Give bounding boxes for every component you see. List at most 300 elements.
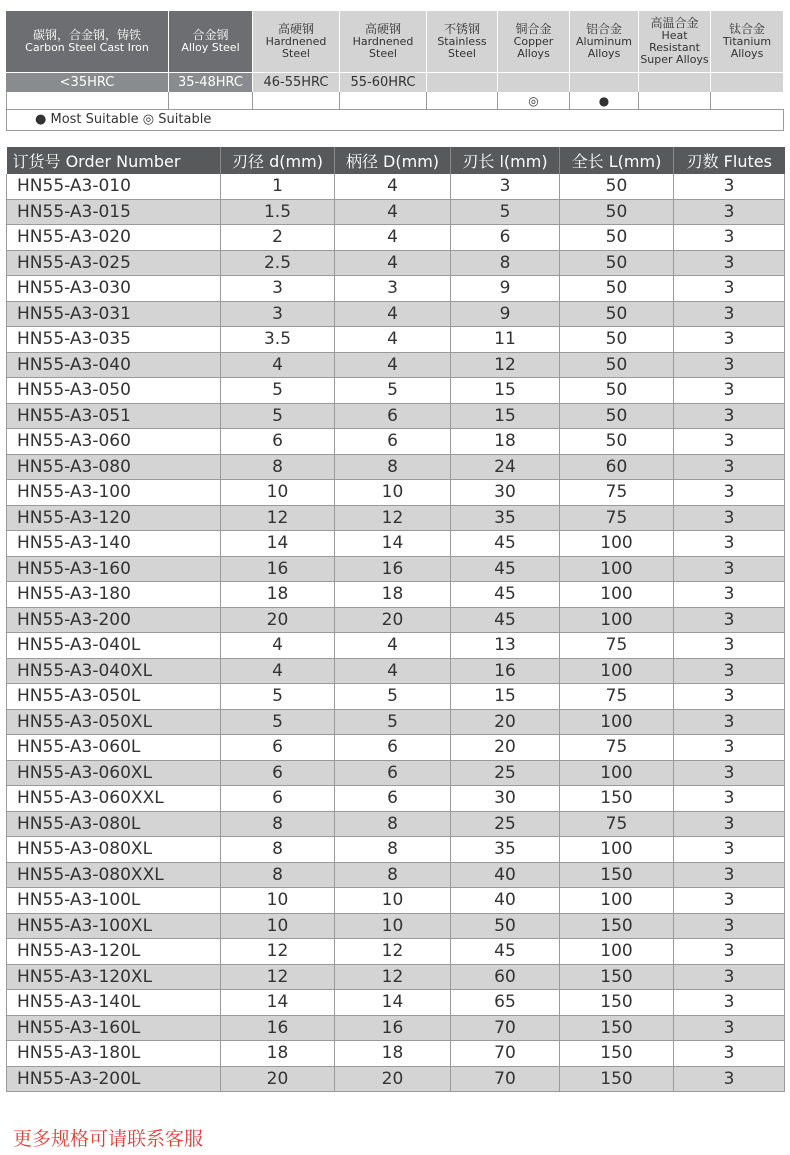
material-name-cn: 碳钢，合金钢，铸铁 — [32, 28, 141, 42]
material-name-cn: 铜合金 — [515, 22, 552, 36]
order-number-cell: HN55-A3-040 — [7, 352, 221, 378]
spec-value-cell: 3 — [674, 1015, 785, 1041]
spec-value-cell: 3 — [674, 174, 785, 199]
spec-value-cell: 50 — [560, 276, 674, 302]
spec-value-cell: 60 — [560, 454, 674, 480]
spec-value-cell: 3 — [674, 1066, 785, 1092]
material-header-7 — [639, 11, 711, 72]
material-name-en: Titanium Alloys — [722, 35, 772, 60]
material-header-5 — [498, 11, 570, 72]
spec-value-cell: 4 — [335, 633, 451, 659]
order-number-cell: HN55-A3-025 — [7, 250, 221, 276]
spec-value-cell: 75 — [560, 505, 674, 531]
spec-value-cell: 1.5 — [221, 199, 335, 225]
spec-value-cell: 75 — [560, 811, 674, 837]
spec-value-cell: 6 — [221, 735, 335, 761]
hardness-cell-6 — [570, 72, 639, 92]
order-number-cell: HN55-A3-010 — [7, 174, 221, 199]
spec-value-cell: 50 — [560, 174, 674, 199]
spec-value-cell: 12 — [221, 964, 335, 990]
spec-value-cell: 75 — [560, 480, 674, 506]
table-row — [7, 888, 785, 914]
spec-column-header: 刃径 d(mm) — [221, 147, 335, 174]
spec-value-cell: 3 — [674, 607, 785, 633]
spec-value-cell: 3 — [674, 939, 785, 965]
order-number-cell: HN55-A3-051 — [7, 403, 221, 429]
order-number-cell: HN55-A3-050 — [7, 378, 221, 404]
table-row — [7, 990, 785, 1016]
hardness-cell-3: 55-60HRC — [340, 72, 427, 92]
spec-value-cell: 8 — [335, 837, 451, 863]
table-row — [7, 837, 785, 863]
spec-value-cell: 50 — [560, 327, 674, 353]
spec-value-cell: 18 — [221, 582, 335, 608]
suitability-cell-7 — [639, 92, 711, 110]
material-grid — [6, 11, 784, 110]
spec-value-cell: 3 — [674, 811, 785, 837]
spec-value-cell: 45 — [451, 607, 560, 633]
spec-value-cell: 3 — [674, 658, 785, 684]
order-number-cell: HN55-A3-030 — [7, 276, 221, 302]
order-number-cell: HN55-A3-080XXL — [7, 862, 221, 888]
spec-value-cell: 4 — [335, 658, 451, 684]
spec-value-cell: 5 — [221, 709, 335, 735]
table-row — [7, 454, 785, 480]
spec-value-cell: 18 — [451, 429, 560, 455]
hardness-cell-0: <35HRC — [6, 72, 169, 92]
order-number-cell: HN55-A3-160L — [7, 1015, 221, 1041]
spec-value-cell: 3 — [221, 276, 335, 302]
spec-value-cell: 14 — [335, 531, 451, 557]
spec-value-cell: 18 — [221, 1041, 335, 1067]
spec-value-cell: 40 — [451, 888, 560, 914]
spec-value-cell: 4 — [335, 301, 451, 327]
table-row — [7, 582, 785, 608]
spec-value-cell: 50 — [560, 301, 674, 327]
spec-value-cell: 4 — [335, 174, 451, 199]
spec-value-cell: 8 — [221, 862, 335, 888]
spec-value-cell: 5 — [221, 684, 335, 710]
spec-value-cell: 8 — [221, 837, 335, 863]
spec-value-cell: 10 — [335, 480, 451, 506]
spec-value-cell: 150 — [560, 1015, 674, 1041]
spec-value-cell: 3 — [674, 505, 785, 531]
material-name-en: Copper Alloys — [513, 35, 554, 60]
table-row — [7, 174, 785, 199]
material-name-cn: 钛合金 — [728, 22, 765, 36]
spec-value-cell: 24 — [451, 454, 560, 480]
spec-value-cell: 10 — [221, 888, 335, 914]
spec-value-cell: 15 — [451, 684, 560, 710]
order-number-cell: HN55-A3-080 — [7, 454, 221, 480]
spec-value-cell: 16 — [221, 556, 335, 582]
order-number-cell: HN55-A3-060XL — [7, 760, 221, 786]
table-row — [7, 327, 785, 353]
material-name-en: Alloy Steel — [181, 41, 240, 54]
table-row — [7, 760, 785, 786]
table-row — [7, 480, 785, 506]
spec-value-cell: 8 — [335, 811, 451, 837]
spec-value-cell: 16 — [335, 1015, 451, 1041]
spec-value-cell: 25 — [451, 811, 560, 837]
spec-value-cell: 3 — [335, 276, 451, 302]
spec-value-cell: 3 — [674, 556, 785, 582]
material-header-2 — [253, 11, 340, 72]
spec-value-cell: 6 — [335, 735, 451, 761]
spec-value-cell: 150 — [560, 990, 674, 1016]
spec-value-cell: 4 — [335, 352, 451, 378]
spec-value-cell: 3 — [674, 786, 785, 812]
suitability-legend: ● Most Suitable ◎ Suitable — [6, 110, 784, 131]
spec-value-cell: 50 — [560, 378, 674, 404]
spec-value-cell: 3 — [674, 837, 785, 863]
order-number-cell: HN55-A3-100L — [7, 888, 221, 914]
spec-value-cell: 8 — [335, 862, 451, 888]
material-name-en: Carbon Steel Cast Iron — [25, 41, 149, 54]
spec-value-cell: 12 — [335, 964, 451, 990]
spec-value-cell: 3 — [674, 862, 785, 888]
spec-value-cell: 2.5 — [221, 250, 335, 276]
order-number-cell: HN55-A3-060 — [7, 429, 221, 455]
spec-column-header: 刃数 Flutes — [674, 147, 785, 174]
spec-value-cell: 4 — [221, 633, 335, 659]
material-header-6 — [570, 11, 639, 72]
table-row — [7, 531, 785, 557]
spec-value-cell: 40 — [451, 862, 560, 888]
order-number-cell: HN55-A3-120L — [7, 939, 221, 965]
spec-value-cell: 100 — [560, 582, 674, 608]
spec-value-cell: 4 — [221, 352, 335, 378]
spec-value-cell: 14 — [221, 531, 335, 557]
spec-value-cell: 150 — [560, 1041, 674, 1067]
table-row — [7, 811, 785, 837]
table-row — [7, 862, 785, 888]
order-number-cell: HN55-A3-035 — [7, 327, 221, 353]
spec-value-cell: 150 — [560, 964, 674, 990]
order-number-cell: HN55-A3-080L — [7, 811, 221, 837]
order-number-cell: HN55-A3-200 — [7, 607, 221, 633]
spec-value-cell: 150 — [560, 862, 674, 888]
spec-value-cell: 70 — [451, 1066, 560, 1092]
order-number-cell: HN55-A3-140L — [7, 990, 221, 1016]
spec-value-cell: 20 — [221, 607, 335, 633]
suitability-cell-4 — [427, 92, 498, 110]
order-number-cell: HN55-A3-060XXL — [7, 786, 221, 812]
spec-value-cell: 25 — [451, 760, 560, 786]
table-row — [7, 913, 785, 939]
material-name-en: Aluminum Alloys — [576, 35, 632, 60]
spec-value-cell: 3 — [674, 760, 785, 786]
table-row — [7, 199, 785, 225]
spec-value-cell: 4 — [335, 327, 451, 353]
spec-column-header: 订货号 Order Number — [7, 147, 221, 174]
order-number-cell: HN55-A3-160 — [7, 556, 221, 582]
spec-value-cell: 70 — [451, 1015, 560, 1041]
spec-value-cell: 75 — [560, 633, 674, 659]
spec-value-cell: 3 — [674, 225, 785, 251]
specification-table — [6, 147, 785, 1092]
spec-value-cell: 8 — [335, 454, 451, 480]
spec-value-cell: 100 — [560, 888, 674, 914]
order-number-cell: HN55-A3-050XL — [7, 709, 221, 735]
suitability-cell-3 — [340, 92, 427, 110]
spec-value-cell: 50 — [560, 199, 674, 225]
spec-value-cell: 15 — [451, 403, 560, 429]
material-name-en: Hardnened Steel — [265, 35, 327, 60]
spec-value-cell: 12 — [221, 939, 335, 965]
spec-value-cell: 10 — [221, 480, 335, 506]
spec-value-cell: 4 — [221, 658, 335, 684]
spec-value-cell: 45 — [451, 531, 560, 557]
spec-column-header: 全长 L(mm) — [560, 147, 674, 174]
spec-value-cell: 20 — [335, 1066, 451, 1092]
spec-value-cell: 4 — [335, 225, 451, 251]
order-number-cell: HN55-A3-040XL — [7, 658, 221, 684]
material-name-en: Stainless Steel — [437, 35, 487, 60]
spec-value-cell: 9 — [451, 276, 560, 302]
spec-value-cell: 3 — [674, 888, 785, 914]
table-row — [7, 429, 785, 455]
spec-value-cell: 14 — [221, 990, 335, 1016]
material-name-cn: 高温合金 — [650, 16, 699, 30]
suitability-cell-5: ◎ — [498, 92, 570, 110]
spec-value-cell: 3 — [674, 276, 785, 302]
table-row — [7, 1066, 785, 1092]
spec-value-cell: 3 — [674, 378, 785, 404]
spec-value-cell: 45 — [451, 939, 560, 965]
hardness-cell-8 — [711, 72, 784, 92]
spec-value-cell: 12 — [335, 939, 451, 965]
spec-value-cell: 3 — [674, 327, 785, 353]
spec-value-cell: 100 — [560, 939, 674, 965]
material-header-1 — [169, 11, 253, 72]
spec-value-cell: 50 — [560, 429, 674, 455]
order-number-cell: HN55-A3-050L — [7, 684, 221, 710]
spec-value-cell: 3 — [674, 582, 785, 608]
spec-value-cell: 50 — [451, 913, 560, 939]
hardness-cell-4 — [427, 72, 498, 92]
hardness-cell-1: 35-48HRC — [169, 72, 253, 92]
spec-value-cell: 3 — [674, 913, 785, 939]
spec-value-cell: 1 — [221, 174, 335, 199]
spec-value-cell: 4 — [335, 199, 451, 225]
spec-value-cell: 3 — [674, 250, 785, 276]
spec-value-cell: 3 — [674, 531, 785, 557]
order-number-cell: HN55-A3-100 — [7, 480, 221, 506]
spec-value-cell: 150 — [560, 786, 674, 812]
material-header-3 — [340, 11, 427, 72]
spec-value-cell: 6 — [221, 760, 335, 786]
spec-value-cell: 60 — [451, 964, 560, 990]
material-name-en: Hardnened Steel — [352, 35, 414, 60]
spec-value-cell: 6 — [221, 786, 335, 812]
spec-value-cell: 3 — [674, 964, 785, 990]
spec-value-cell: 3 — [674, 199, 785, 225]
spec-value-cell: 16 — [335, 556, 451, 582]
spec-value-cell: 3 — [674, 633, 785, 659]
spec-value-cell: 2 — [221, 225, 335, 251]
spec-value-cell: 3 — [674, 684, 785, 710]
spec-value-cell: 15 — [451, 378, 560, 404]
spec-value-cell: 35 — [451, 837, 560, 863]
spec-value-cell: 8 — [451, 250, 560, 276]
table-row — [7, 225, 785, 251]
spec-value-cell: 8 — [221, 454, 335, 480]
spec-value-cell: 100 — [560, 709, 674, 735]
table-row — [7, 505, 785, 531]
spec-value-cell: 11 — [451, 327, 560, 353]
table-row — [7, 684, 785, 710]
spec-value-cell: 13 — [451, 633, 560, 659]
table-row — [7, 786, 785, 812]
spec-value-cell: 30 — [451, 480, 560, 506]
spec-value-cell: 10 — [221, 913, 335, 939]
spec-value-cell: 3 — [674, 990, 785, 1016]
spec-value-cell: 3.5 — [221, 327, 335, 353]
order-number-cell: HN55-A3-120 — [7, 505, 221, 531]
spec-column-header: 柄径 D(mm) — [335, 147, 451, 174]
order-number-cell: HN55-A3-060L — [7, 735, 221, 761]
spec-value-cell: 6 — [335, 786, 451, 812]
material-name-en: Heat Resistant Super Alloys — [640, 29, 709, 66]
spec-value-cell: 30 — [451, 786, 560, 812]
spec-value-cell: 100 — [560, 607, 674, 633]
spec-value-cell: 10 — [335, 913, 451, 939]
spec-value-cell: 3 — [674, 1041, 785, 1067]
spec-value-cell: 3 — [674, 709, 785, 735]
suitability-cell-6: ● — [570, 92, 639, 110]
spec-value-cell: 6 — [335, 403, 451, 429]
order-number-cell: HN55-A3-080XL — [7, 837, 221, 863]
order-number-cell: HN55-A3-180 — [7, 582, 221, 608]
material-suitability-table — [6, 11, 784, 131]
spec-value-cell: 50 — [560, 225, 674, 251]
table-row — [7, 556, 785, 582]
spec-body — [7, 174, 785, 1092]
spec-value-cell: 45 — [451, 556, 560, 582]
spec-value-cell: 5 — [335, 709, 451, 735]
spec-value-cell: 12 — [335, 505, 451, 531]
table-row — [7, 1041, 785, 1067]
hardness-cell-2: 46-55HRC — [253, 72, 340, 92]
spec-value-cell: 4 — [335, 250, 451, 276]
spec-value-cell: 150 — [560, 1066, 674, 1092]
material-name-cn: 高硬钢 — [364, 22, 401, 36]
material-header-8 — [711, 11, 784, 72]
spec-value-cell: 6 — [451, 225, 560, 251]
table-row — [7, 276, 785, 302]
spec-value-cell: 100 — [560, 658, 674, 684]
suitability-cell-0 — [6, 92, 169, 110]
spec-value-cell: 50 — [560, 403, 674, 429]
spec-value-cell: 3 — [451, 174, 560, 199]
order-number-cell: HN55-A3-200L — [7, 1066, 221, 1092]
spec-value-cell: 3 — [674, 480, 785, 506]
material-name-cn: 不锈钢 — [443, 22, 480, 36]
spec-value-cell: 3 — [221, 301, 335, 327]
spec-value-cell: 5 — [335, 378, 451, 404]
spec-value-cell: 8 — [221, 811, 335, 837]
spec-value-cell: 6 — [335, 429, 451, 455]
spec-value-cell: 100 — [560, 556, 674, 582]
order-number-cell: HN55-A3-120XL — [7, 964, 221, 990]
spec-value-cell: 5 — [221, 378, 335, 404]
material-name-cn: 铝合金 — [585, 22, 622, 36]
hardness-cell-5 — [498, 72, 570, 92]
spec-value-cell: 18 — [335, 1041, 451, 1067]
spec-value-cell: 65 — [451, 990, 560, 1016]
order-number-cell: HN55-A3-100XL — [7, 913, 221, 939]
spec-value-cell: 9 — [451, 301, 560, 327]
order-number-cell: HN55-A3-040L — [7, 633, 221, 659]
spec-value-cell: 20 — [335, 607, 451, 633]
spec-value-cell: 16 — [221, 1015, 335, 1041]
spec-value-cell: 100 — [560, 531, 674, 557]
spec-value-cell: 14 — [335, 990, 451, 1016]
table-row — [7, 403, 785, 429]
table-row — [7, 250, 785, 276]
spec-value-cell: 75 — [560, 684, 674, 710]
spec-value-cell: 3 — [674, 352, 785, 378]
spec-value-cell: 3 — [674, 403, 785, 429]
spec-value-cell: 50 — [560, 352, 674, 378]
spec-value-cell: 16 — [451, 658, 560, 684]
spec-value-cell: 6 — [335, 760, 451, 786]
spec-value-cell: 12 — [451, 352, 560, 378]
spec-value-cell: 20 — [221, 1066, 335, 1092]
spec-value-cell: 5 — [221, 403, 335, 429]
spec-header-row — [7, 147, 785, 174]
material-header-4 — [427, 11, 498, 72]
spec-value-cell: 70 — [451, 1041, 560, 1067]
spec-value-cell: 5 — [335, 684, 451, 710]
order-number-cell: HN55-A3-140 — [7, 531, 221, 557]
hardness-cell-7 — [639, 72, 711, 92]
spec-value-cell: 3 — [674, 735, 785, 761]
table-row — [7, 939, 785, 965]
table-row — [7, 633, 785, 659]
suitability-cell-8 — [711, 92, 784, 110]
spec-column-header: 刃长 l(mm) — [451, 147, 560, 174]
order-number-cell: HN55-A3-015 — [7, 199, 221, 225]
spec-value-cell: 100 — [560, 837, 674, 863]
spec-value-cell: 45 — [451, 582, 560, 608]
table-row — [7, 1015, 785, 1041]
spec-value-cell: 3 — [674, 429, 785, 455]
spec-value-cell: 3 — [674, 301, 785, 327]
table-row — [7, 378, 785, 404]
spec-value-cell: 35 — [451, 505, 560, 531]
spec-value-cell: 150 — [560, 913, 674, 939]
spec-value-cell: 6 — [221, 429, 335, 455]
table-row — [7, 301, 785, 327]
order-number-cell: HN55-A3-031 — [7, 301, 221, 327]
spec-value-cell: 3 — [674, 454, 785, 480]
table-row — [7, 607, 785, 633]
material-name-cn: 合金钢 — [192, 28, 229, 42]
spec-value-cell: 100 — [560, 760, 674, 786]
material-header-0 — [6, 11, 169, 72]
spec-value-cell: 5 — [451, 199, 560, 225]
spec-value-cell: 12 — [221, 505, 335, 531]
spec-value-cell: 50 — [560, 250, 674, 276]
suitability-cell-1 — [169, 92, 253, 110]
material-name-cn: 高硬钢 — [277, 22, 314, 36]
suitability-cell-2 — [253, 92, 340, 110]
spec-value-cell: 18 — [335, 582, 451, 608]
spec-value-cell: 75 — [560, 735, 674, 761]
table-row — [7, 964, 785, 990]
